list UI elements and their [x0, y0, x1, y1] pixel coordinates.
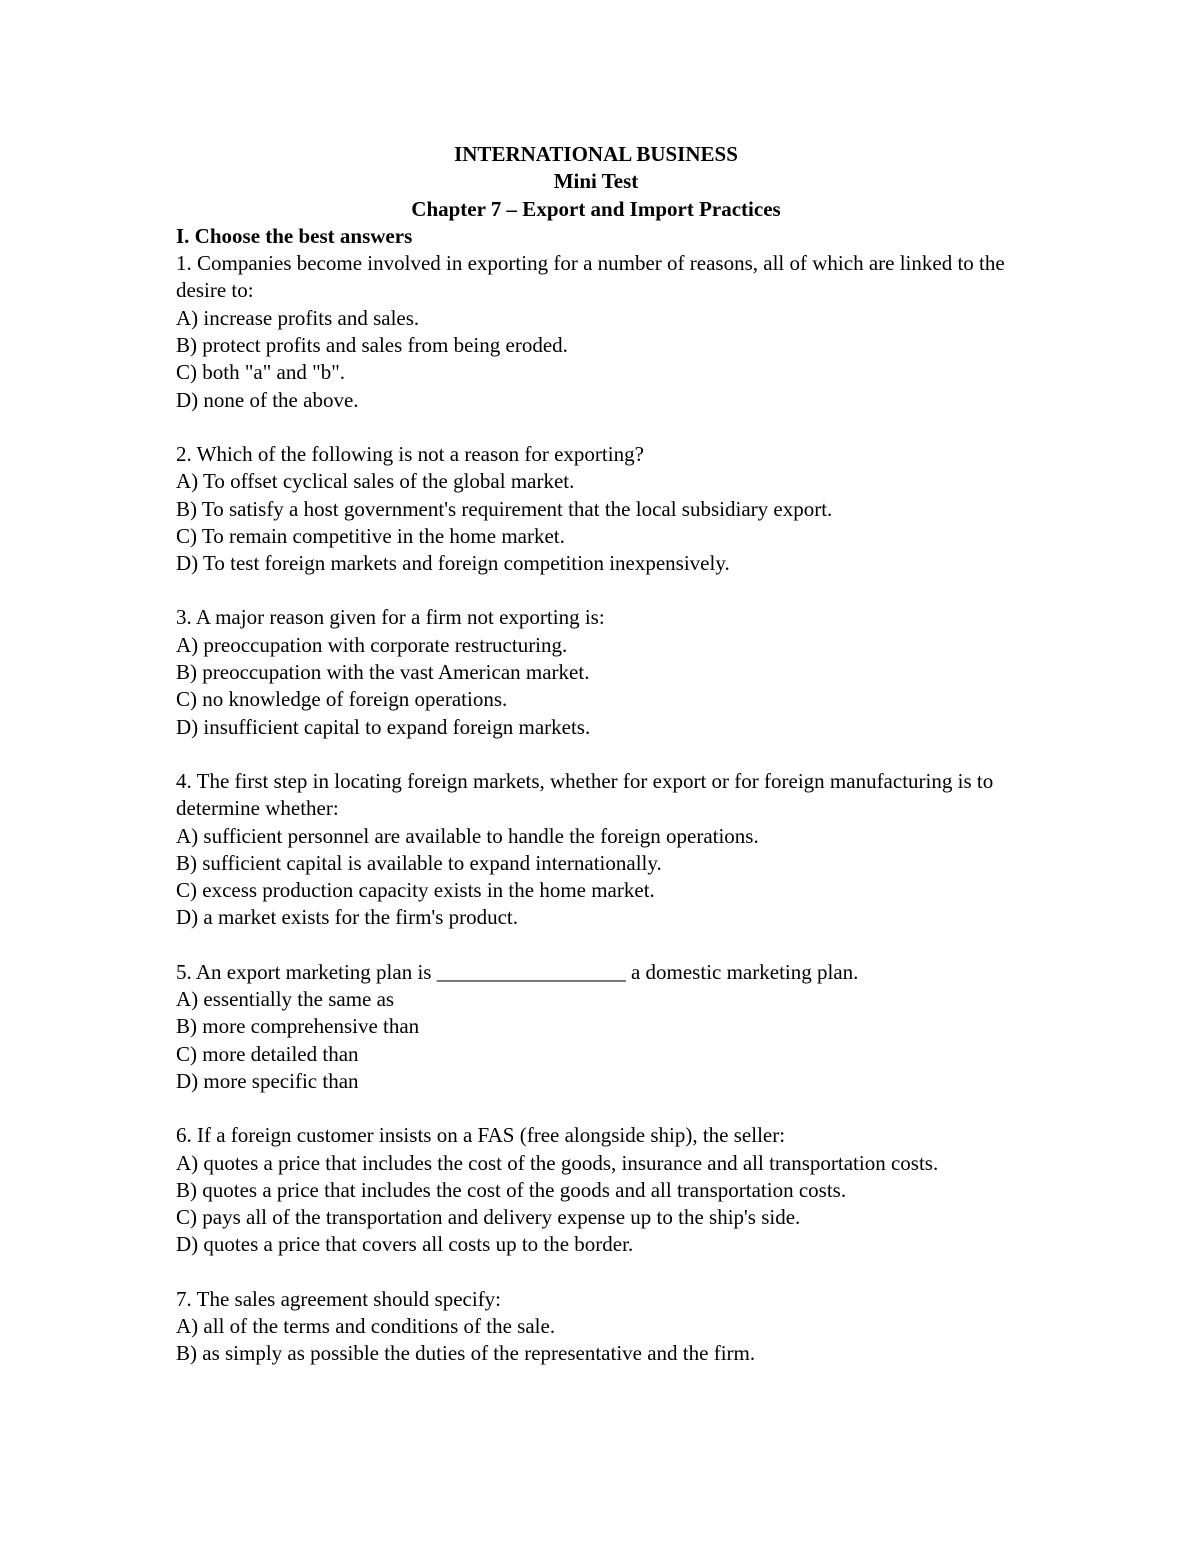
answer-option: A) quotes a price that includes the cost of the goods, insurance and all transportation costs.	[176, 1150, 939, 1175]
question-6	[176, 1122, 1016, 1258]
question-3	[176, 604, 1016, 740]
answer-option: A) all of the terms and conditions of the sale.	[176, 1313, 556, 1338]
question-1	[176, 250, 1016, 414]
answer-option: A) sufficient personnel are available to handle the foreign operations.	[176, 823, 759, 848]
answer-option: A) preoccupation with corporate restructuring.	[176, 632, 568, 657]
question-list	[176, 250, 1016, 1367]
question-text: 5. An export marketing plan is __________________ a domestic marketing plan.	[176, 959, 859, 984]
answer-option: D) quotes a price that covers all costs up to the border.	[176, 1232, 634, 1257]
answer-option: C) more detailed than	[176, 1041, 359, 1066]
answer-option: C) excess production capacity exists in the home market.	[176, 878, 655, 903]
answer-option: A) increase profits and sales.	[176, 305, 420, 330]
question-2	[176, 441, 1016, 577]
answer-option: A) To offset cyclical sales of the global market.	[176, 469, 575, 494]
answer-option: B) protect profits and sales from being eroded.	[176, 333, 568, 358]
answer-option: C) both "a" and "b".	[176, 360, 346, 385]
answer-option: B) as simply as possible the duties of the representative and the firm.	[176, 1341, 756, 1366]
answer-option: C) no knowledge of foreign operations.	[176, 687, 508, 712]
question-text: 6. If a foreign customer insists on a FAS (free alongside ship), the seller:	[176, 1123, 786, 1148]
answer-option: B) To satisfy a host government's requirement that the local subsidiary export.	[176, 496, 833, 521]
answer-option: A) essentially the same as	[176, 987, 395, 1012]
answer-option: B) more comprehensive than	[176, 1014, 420, 1039]
document-page	[176, 141, 1016, 1395]
question-4	[176, 768, 1016, 932]
course-title: INTERNATIONAL BUSINESS	[454, 142, 738, 166]
question-7	[176, 1286, 1016, 1368]
answer-option: D) a market exists for the firm's product.	[176, 905, 519, 930]
question-text: 3. A major reason given for a firm not exporting is:	[176, 605, 605, 630]
section-heading: I. Choose the best answers	[176, 223, 413, 248]
answer-option: B) sufficient capital is available to expand internationally.	[176, 850, 662, 875]
answer-option: B) quotes a price that includes the cost of the goods and all transportation costs.	[176, 1177, 847, 1202]
question-text: 1. Companies become involved in exporting for a number of reasons, all of which are linked to the desire to:	[176, 251, 1005, 303]
test-title: Mini Test	[553, 169, 639, 194]
question-5	[176, 959, 1016, 1095]
question-text: 7. The sales agreement should specify:	[176, 1286, 502, 1311]
question-text: 4. The first step in locating foreign markets, whether for export or for foreign manufacturing is to determine whether:	[176, 768, 994, 821]
answer-option: C) To remain competitive in the home market.	[176, 523, 565, 548]
question-text: 2. Which of the following is not a reason for exporting?	[176, 441, 644, 466]
answer-option: B) preoccupation with the vast American market.	[176, 660, 590, 685]
answer-option: C) pays all of the transportation and delivery expense up to the ship's side.	[176, 1205, 801, 1230]
answer-option: D) To test foreign markets and foreign competition inexpensively.	[176, 551, 730, 576]
answer-option: D) insufficient capital to expand foreign markets.	[176, 714, 591, 739]
answer-option: D) none of the above.	[176, 387, 359, 412]
answer-option: D) more specific than	[176, 1068, 359, 1093]
chapter-title: Chapter 7 – Export and Import Practices	[411, 196, 781, 221]
